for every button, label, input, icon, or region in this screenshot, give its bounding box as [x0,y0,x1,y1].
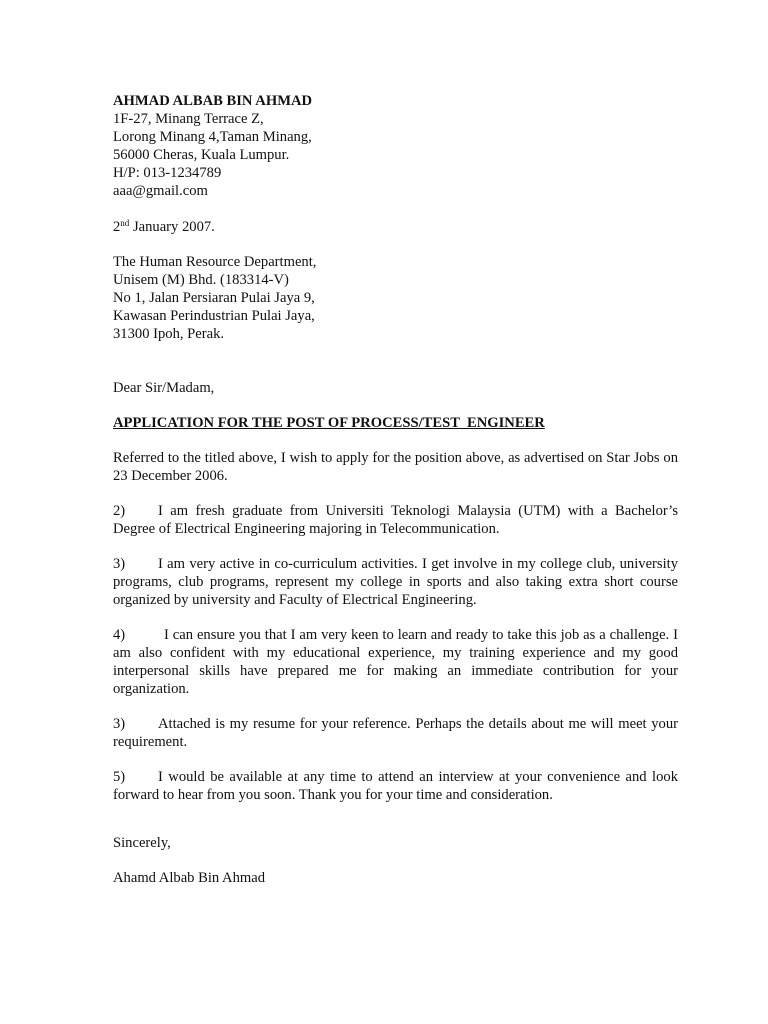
recipient-line: The Human Resource Department, [113,254,317,270]
body-paragraph [113,768,678,804]
recipient-line: Unisem (M) Bhd. (183314-V) [113,272,289,288]
date-suffix: nd [120,218,130,228]
letter-date [113,218,678,236]
paragraph-number: 5) [113,769,126,785]
recipient-line: No 1, Jalan Persiaran Pulai Jaya 9, [113,290,315,306]
paragraph-text: I am fresh graduate from Universiti Teknologi Malaysia (UTM) with a Bachelor’s Degree of Electrical Engineering majoring in Telecommunication. [113,503,678,537]
sender-address-line: 1F-27, Minang Terrace Z, [113,111,264,127]
paragraph-number: 2) [113,503,126,519]
paragraph-text: I would be available at any time to attend an interview at your convenience and look forward to hear from you soon. Thank you for your time and consideration. [113,769,678,803]
subject-heading: APPLICATION FOR THE POST OF PROCESS/TEST ENGINEER [113,415,545,431]
body-paragraph [113,715,678,751]
date-rest: January 2007. [129,219,215,235]
paragraph-text: Referred to the titled above, I wish to apply for the position above, as advertised on Star Jobs on 23 December 2006. [113,450,678,484]
paragraph-number: 3) [113,716,126,732]
sender-name: AHMAD ALBAB BIN AHMAD [113,93,313,109]
paragraph-number: 3) [113,556,126,572]
sender-address-line: 56000 Cheras, Kuala Lumpur. [113,147,290,163]
paragraph-text: Attached is my resume for your reference. Perhaps the details about me will meet your requirement. [113,716,678,750]
recipient-line: Kawasan Perindustrian Pulai Jaya, [113,308,315,324]
body-paragraph [113,449,678,485]
salutation: Dear Sir/Madam, [113,380,215,396]
body-paragraph [113,502,678,538]
sender-block [113,92,678,200]
closing: Sincerely, [113,835,171,851]
paragraph-text: I am very active in co-curriculum activities. I get involve in my college club, university programs, club programs, represent my college in sports and also taking extra short course organized by university and Faculty of Electrical Engineering. [113,556,678,608]
sender-phone: H/P: 013-1234789 [113,165,222,181]
date-day: 2 [113,219,121,235]
body-paragraph [113,555,678,609]
sender-email: aaa@gmail.com [113,183,208,199]
recipient-line: 31300 Ipoh, Perak. [113,326,225,342]
paragraph-text: I can ensure you that I am very keen to learn and ready to take this job as a challenge. I am also confident with my educational experience, my training experience and my good interpersonal skills have prepared me for making an immediate contribution for your organization. [113,627,678,697]
paragraph-number: 4) [113,627,126,643]
sender-address-line: Lorong Minang 4,Taman Minang, [113,129,312,145]
signature-name: Ahamd Albab Bin Ahmad [113,870,266,886]
body-paragraph [113,626,678,698]
recipient-block [113,253,678,343]
